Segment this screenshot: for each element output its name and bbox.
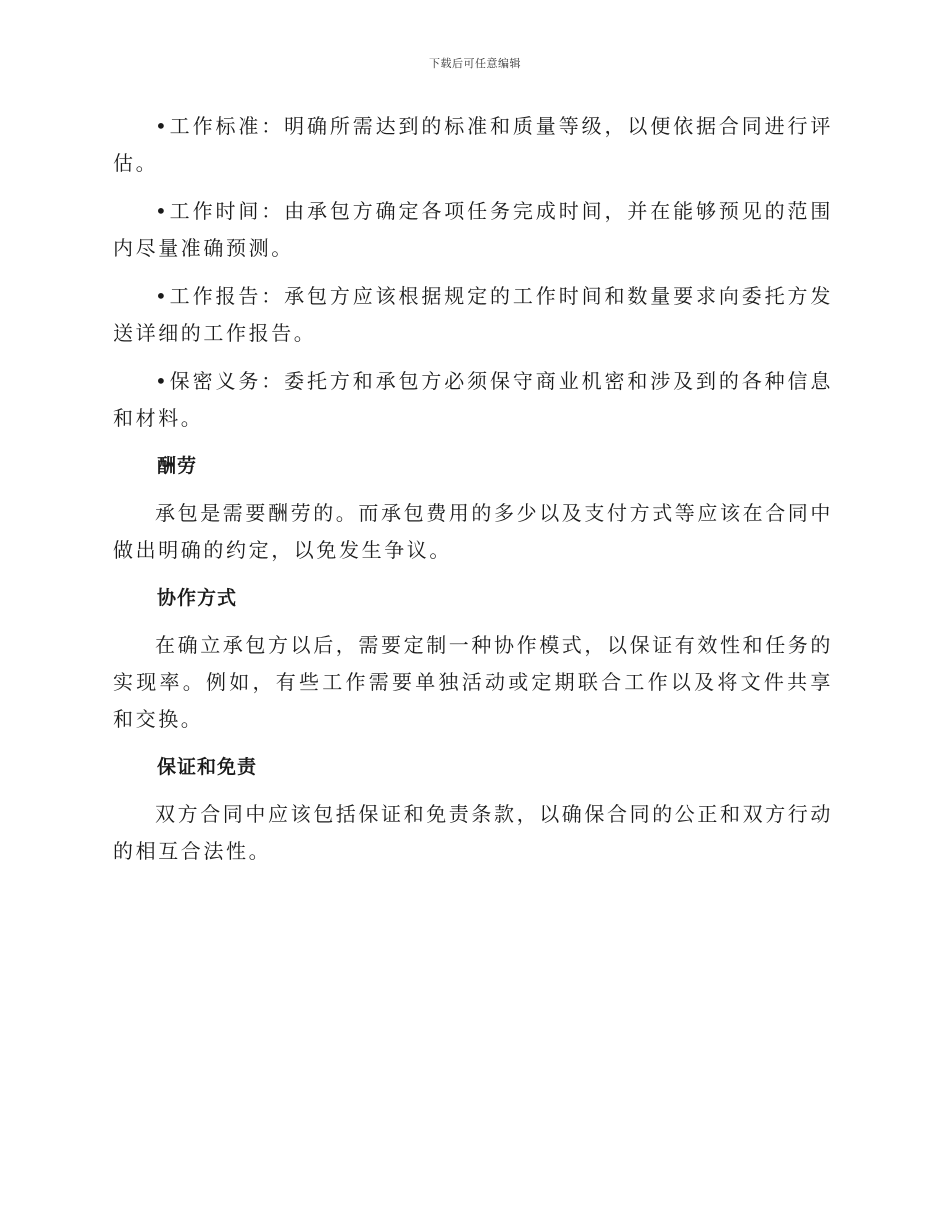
document-body [113, 108, 833, 881]
paragraph-collaboration: 在确立承包方以后，需要定制一种协作模式，以保证有效性和任务的实现率。例如，有些工作需要单独活动或定期联合工作以及将文件共享和交换。 [113, 633, 833, 731]
paragraph-work-time: •工作时间：由承包方确定各项任务完成时间，并在能够预见的范围内尽量准确预测。 [113, 199, 833, 260]
section-heading-warranty: 保证和免责 [157, 756, 258, 778]
paragraph-work-report: •工作报告：承包方应该根据规定的工作时间和数量要求向委托方发送详细的工作报告。 [113, 284, 833, 345]
paragraph-confidentiality: •保密义务：委托方和承包方必须保守商业机密和涉及到的各种信息和材料。 [113, 369, 833, 430]
paragraph-work-standard: •工作标准：明确所需达到的标准和质量等级，以便依据合同进行评估。 [113, 114, 833, 175]
paragraph-remuneration: 承包是需要酬劳的。而承包费用的多少以及支付方式等应该在合同中做出明确的约定，以免发生争议。 [113, 501, 833, 562]
paragraph-warranty: 双方合同中应该包括保证和免责条款，以确保合同的公正和双方行动的相互合法性。 [113, 802, 833, 863]
section-heading-remuneration: 酬劳 [157, 455, 198, 477]
page-header: 下载后可任意编辑 [429, 57, 521, 70]
section-heading-collaboration: 协作方式 [157, 587, 238, 609]
